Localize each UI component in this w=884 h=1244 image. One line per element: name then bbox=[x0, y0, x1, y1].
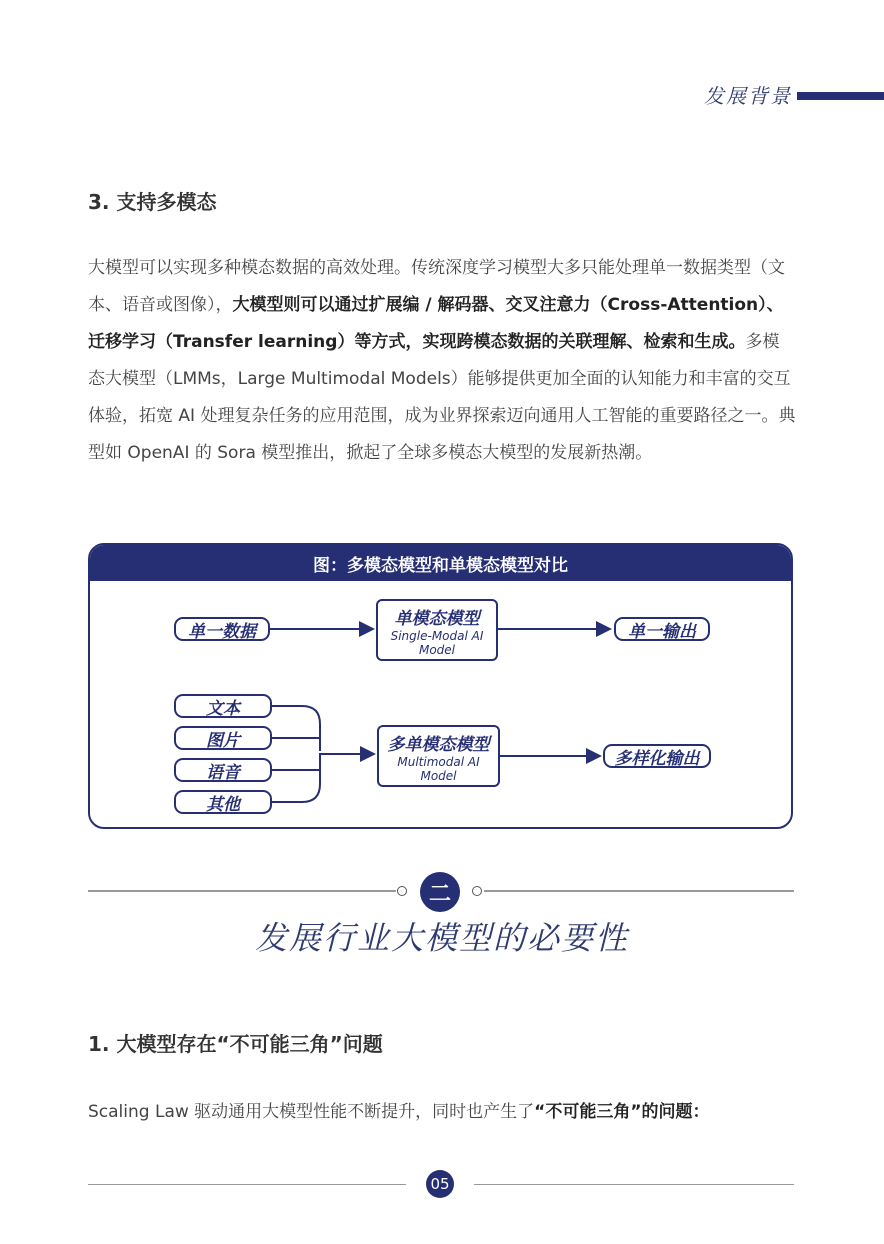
single-output-box: 单一输出 bbox=[614, 617, 710, 641]
paragraph-text: 多模态大模型（LMMs，Large Multimodal Models）能够提供更加全面的认知能力和丰富的交互体验，拓宽 AI 处理复杂任务的应用范围，成为业界探索迈向通用人工智能的重要路径之一。典型如 OpenAI 的 Sora 模型推出，掀起了全球多模态大模型的发展新热潮。 bbox=[88, 332, 796, 463]
footer-line-right bbox=[474, 1184, 794, 1185]
section-paragraph bbox=[88, 250, 796, 472]
paragraph-text: Scaling Law 驱动通用大模型性能不断提升，同时也产生了 bbox=[88, 1102, 535, 1122]
divider-line-left bbox=[88, 890, 396, 892]
input-text-box: 文本 bbox=[174, 694, 272, 718]
merge-line-text bbox=[272, 706, 320, 751]
diverse-output-box: 多样化输出 bbox=[603, 744, 711, 768]
running-header: 发展背景 bbox=[704, 84, 792, 108]
input-audio-box: 语音 bbox=[174, 758, 272, 782]
single-input-box: 单一数据 bbox=[174, 617, 270, 641]
paragraph-bold-text: “不可能三角”的问题： bbox=[534, 1102, 710, 1122]
subsection-paragraph bbox=[88, 1094, 796, 1131]
multi-model-subtitle: Model bbox=[420, 769, 457, 783]
multimodal-model-box bbox=[377, 725, 500, 787]
page-number: 05 bbox=[426, 1170, 454, 1198]
single-modal-model-box bbox=[376, 599, 498, 661]
merge-line-other bbox=[272, 753, 320, 802]
divider-line-right bbox=[484, 890, 794, 892]
header-bar bbox=[797, 92, 884, 100]
paragraph-bold-text: 大模型则可以通过扩展编 / 解码器、交叉注意力（Cross-Attention）、迁移学习（Transfer learning）等方式，实现跨模态数据的关联理解、检索和生成。 bbox=[88, 295, 784, 352]
footer-line-left bbox=[88, 1184, 406, 1185]
section-title: 发展行业大模型的必要性 bbox=[254, 919, 629, 957]
multi-model-subtitle: Multimodal AI bbox=[397, 755, 480, 769]
input-other-box: 其他 bbox=[174, 790, 272, 814]
section-heading: 3. 支持多模态 bbox=[88, 190, 217, 214]
single-model-subtitle: Single-Modal AI bbox=[390, 629, 484, 643]
single-model-subtitle: Model bbox=[418, 643, 456, 657]
paragraph-text: 大模型可以实现多种模态数据的高效处理。传统深度学习模型大多只能处理单一数据类型（文本、语音或图像）， bbox=[88, 258, 785, 315]
comparison-figure bbox=[88, 543, 793, 829]
figure-title: 图：多模态模型和单模态模型对比 bbox=[90, 545, 791, 581]
section-number-badge: 二 bbox=[420, 872, 460, 912]
input-image-box: 图片 bbox=[174, 726, 272, 750]
multi-model-title: 多单模态模型 bbox=[387, 735, 490, 755]
divider-ring-left bbox=[397, 886, 407, 896]
single-model-title: 单模态模型 bbox=[394, 609, 480, 629]
subsection-heading: 1. 大模型存在“不可能三角”问题 bbox=[88, 1032, 383, 1056]
divider-ring-right bbox=[472, 886, 482, 896]
